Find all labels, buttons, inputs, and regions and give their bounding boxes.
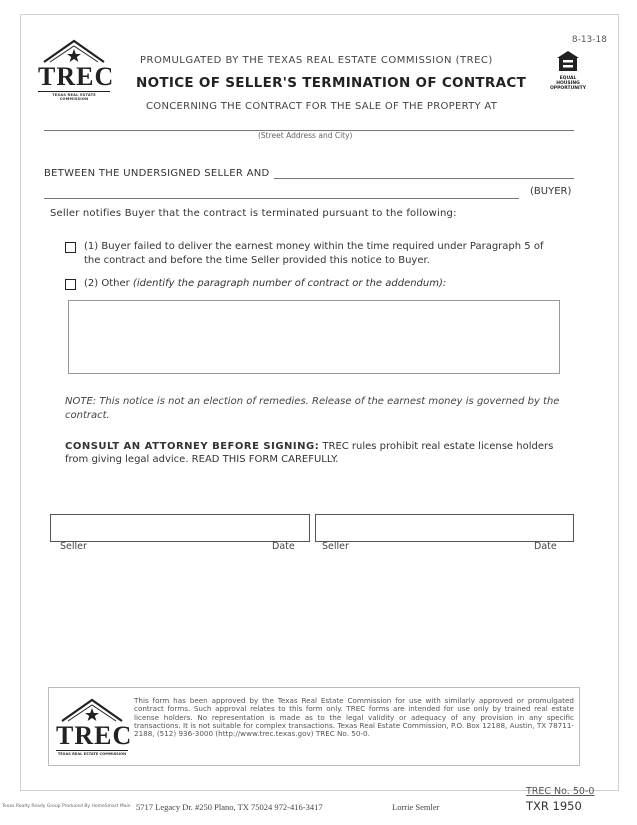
consult-rest: TREC rules prohibit real estate license holders from giving legal advice. READ THIS FORM CAREFULLY. (65, 441, 554, 465)
concerning-line: CONCERNING THE CONTRACT FOR THE SALE OF THE PROPERTY AT (146, 101, 498, 112)
seller-signature-2-field[interactable] (315, 514, 574, 542)
approval-text: This form has been approved by the Texas Real Estate Commission for use with similarly approved or promulgated contract forms. Such approval relates to this form only. TREC forms are intended for use only by trained real estate license holders. No representation is made as to the legal validity or adequacy of any provision in any specific transactions. It is not suitable for complex transactions. Texas Real Estate Commission, P.O. Box 12188, Austin, TX 78711-2188, (512) 936-3000 (http://www.trec.texas.gov) TREC No. 50-0. (134, 696, 574, 739)
option-2-prefix: (2) Other (84, 278, 133, 289)
equal-housing-icon (556, 50, 580, 72)
option-1-checkbox[interactable] (65, 242, 76, 253)
date-2-label: Date (534, 541, 557, 552)
option-1-text (84, 240, 574, 268)
seller-signature-1-field[interactable] (50, 514, 310, 542)
house-roof-icon (38, 38, 110, 64)
trec-logo-text: TREC (38, 62, 115, 91)
star-icon (67, 49, 81, 62)
between-label: BETWEEN THE UNDERSIGNED SELLER AND (44, 168, 270, 179)
consult-bold: CONSULT AN ATTORNEY BEFORE SIGNING: (65, 441, 320, 452)
buyer-name-field-2[interactable] (44, 198, 519, 199)
trec-logo-subtext: TEXAS REAL ESTATE COMMISSION (52, 93, 96, 101)
date-1-label: Date (272, 541, 295, 552)
option-2-checkbox[interactable] (65, 279, 76, 290)
buyer-label: (BUYER) (530, 186, 572, 197)
option-1-line-2: the contract and before the time Seller provided this notice to Buyer. (84, 255, 430, 266)
notifies-text: Seller notifies Buyer that the contract is terminated pursuant to the following: (50, 208, 457, 219)
txr-number: TXR 1950 (526, 799, 582, 813)
seller-1-label: Seller (60, 541, 87, 552)
footer-address: 5717 Legacy Dr. #250 Plano, TX 75024 972-416-3417 (136, 802, 323, 812)
trec-number: TREC No. 50-0 (526, 786, 595, 797)
eho-label-housing: HOUSING (556, 81, 580, 86)
trec-logo (38, 38, 115, 101)
option-2-italic: (identify the paragraph number of contract or the addendum): (132, 278, 447, 289)
eho-label-opportunity: OPPORTUNITY (549, 86, 586, 91)
buyer-name-field-1[interactable] (274, 178, 574, 179)
produced-by: Texas Realty Ready Group Produced By HomeSmart Main (2, 804, 131, 809)
note-text: NOTE: This notice is not an election of remedies. Release of the earnest money is governed by the contract. (65, 396, 560, 421)
form-date: 8-13-18 (571, 35, 607, 45)
house-roof-icon (56, 697, 128, 723)
seller-2-label: Seller (322, 541, 349, 552)
equal-housing-logo (547, 50, 589, 91)
option-2-text (84, 277, 446, 291)
eho-label-equal: EQUAL (559, 76, 577, 81)
approval-logo-subtext: TEXAS REAL ESTATE COMMISSION (57, 752, 127, 756)
page-title: NOTICE OF SELLER'S TERMINATION OF CONTRACT (136, 75, 527, 91)
promulgated-line: PROMULGATED BY THE TEXAS REAL ESTATE COMMISSION (TREC) (140, 55, 493, 66)
approval-trec-logo (56, 697, 133, 756)
street-address-label: (Street Address and City) (258, 131, 353, 140)
option-1-line-1: (1) Buyer failed to deliver the earnest money within the time required under Paragraph 5 of (84, 241, 544, 252)
footer-agent-name: Lorrie Semler (392, 802, 440, 812)
other-reason-textarea[interactable] (68, 300, 560, 374)
consult-attorney-text (65, 440, 565, 466)
star-icon (85, 708, 99, 721)
approval-logo-text: TREC (56, 721, 133, 750)
